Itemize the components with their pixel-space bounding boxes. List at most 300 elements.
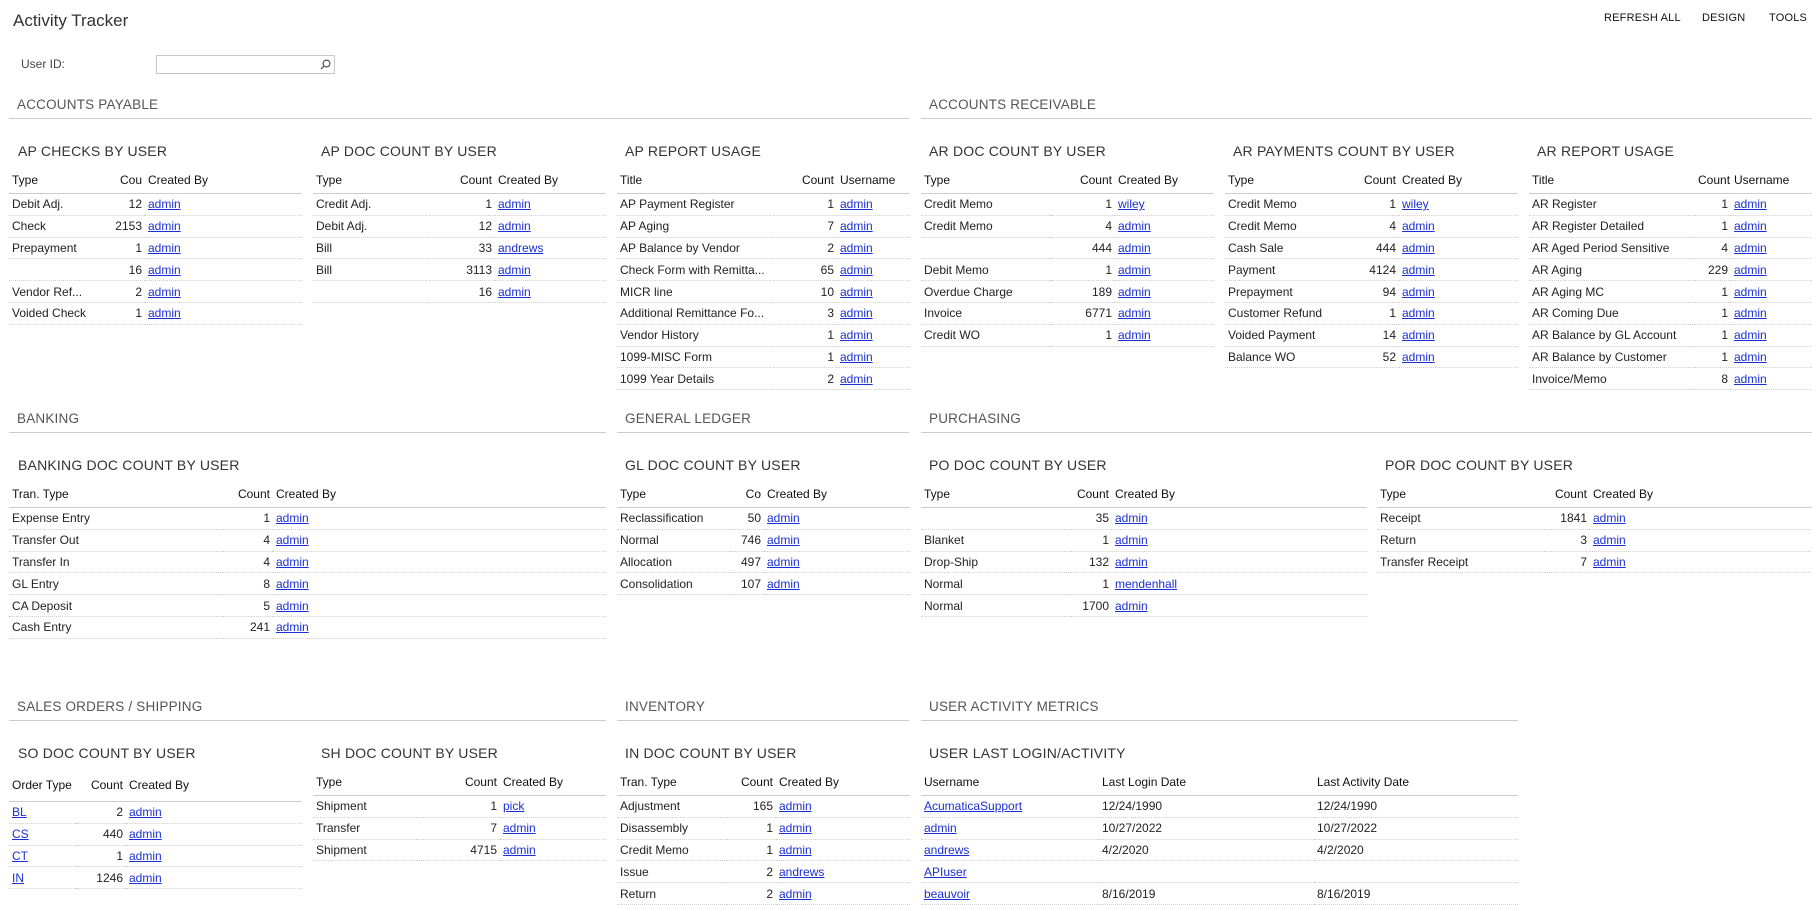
column-header[interactable]: Username	[1731, 167, 1812, 194]
username-cell	[921, 839, 1099, 861]
table-row[interactable]	[1225, 324, 1518, 346]
table-ar-report	[1529, 167, 1812, 390]
user-link[interactable]: admin	[1734, 219, 1767, 234]
user-link[interactable]: admin	[498, 197, 531, 212]
table-row[interactable]	[1529, 324, 1812, 346]
type-cell: Prepayment	[1225, 281, 1344, 303]
table-por-doc	[1377, 481, 1812, 573]
count-cell: 5	[223, 595, 273, 617]
column-header[interactable]: Count	[1051, 167, 1115, 194]
user-link[interactable]: admin	[840, 240, 873, 255]
table-row[interactable]	[1529, 346, 1812, 368]
last-activity-cell: 10/27/2022	[1314, 817, 1518, 839]
table-row[interactable]	[1529, 259, 1812, 281]
count-cell: 1	[1695, 194, 1731, 216]
section-banking: BANKING	[9, 411, 606, 433]
column-header[interactable]: Count	[417, 769, 500, 796]
count-cell: 2	[770, 237, 837, 259]
username-link[interactable]: APIuser	[924, 864, 967, 879]
user-link[interactable]: admin	[1734, 371, 1767, 386]
column-header[interactable]: Count	[1344, 167, 1399, 194]
user-link[interactable]: admin	[148, 219, 181, 234]
user-link[interactable]: admin	[1115, 511, 1148, 526]
table-header-row	[617, 769, 910, 796]
count-cell: 132	[1071, 551, 1112, 573]
user-link[interactable]: admin	[840, 371, 873, 386]
user-link[interactable]: admin	[767, 576, 800, 591]
table-row[interactable]	[921, 324, 1214, 346]
user-link[interactable]: admin	[1402, 219, 1435, 234]
type-cell: Transfer Receipt	[1377, 551, 1545, 573]
order-type-cell	[9, 845, 76, 867]
column-header[interactable]: Type	[1225, 167, 1344, 194]
table-row[interactable]	[617, 259, 910, 281]
user-link[interactable]: admin	[779, 799, 812, 814]
table-row[interactable]	[1225, 215, 1518, 237]
order-type-link[interactable]: BL	[12, 805, 27, 820]
user-link[interactable]: admin	[498, 219, 531, 234]
column-header[interactable]: Co	[731, 481, 764, 508]
user-link[interactable]: admin	[148, 240, 181, 255]
user-link[interactable]: admin	[503, 821, 536, 836]
table-row[interactable]	[9, 573, 606, 595]
user-link[interactable]: admin	[1734, 284, 1767, 299]
table-header-row	[921, 167, 1214, 194]
user-link[interactable]: admin	[1593, 511, 1626, 526]
table-row[interactable]	[1225, 259, 1518, 281]
refresh-all-button[interactable]: REFRESH ALL	[1604, 12, 1681, 24]
user-id-field	[156, 55, 335, 74]
table-row[interactable]	[1529, 215, 1812, 237]
type-cell: Credit Memo	[1225, 215, 1344, 237]
user-link[interactable]: admin	[1734, 240, 1767, 255]
table-row[interactable]	[921, 508, 1367, 530]
last-activity-cell: 8/16/2019	[1314, 883, 1518, 905]
user-link[interactable]: admin	[1115, 554, 1148, 569]
table-row[interactable]	[9, 595, 606, 617]
user-link[interactable]: admin	[767, 554, 800, 569]
count-cell: 7	[417, 817, 500, 839]
type-cell: Credit WO	[921, 324, 1051, 346]
table-row[interactable]	[921, 573, 1367, 595]
column-header[interactable]: Created By	[495, 167, 606, 194]
table-row[interactable]	[1225, 237, 1518, 259]
order-type-link[interactable]: IN	[12, 870, 24, 885]
table-row[interactable]	[617, 839, 910, 861]
table-row[interactable]	[617, 861, 910, 883]
table-row[interactable]	[921, 529, 1367, 551]
table-row[interactable]	[1225, 346, 1518, 368]
user-link[interactable]: admin	[276, 554, 309, 569]
user-link[interactable]: admin	[1593, 533, 1626, 548]
table-row[interactable]	[9, 845, 302, 867]
design-button[interactable]: DESIGN	[1702, 12, 1746, 24]
username-link[interactable]: admin	[924, 821, 957, 836]
table-row[interactable]	[617, 237, 910, 259]
type-cell: Prepayment	[9, 237, 104, 259]
type-cell	[9, 259, 104, 281]
column-header[interactable]: Type	[9, 167, 104, 194]
user-cell	[837, 194, 910, 216]
table-row[interactable]	[1529, 281, 1812, 303]
column-header[interactable]: Created By	[145, 167, 302, 194]
table-row[interactable]	[921, 194, 1214, 216]
user-cell	[145, 281, 302, 303]
user-link[interactable]: admin	[1402, 328, 1435, 343]
user-link[interactable]: admin	[148, 284, 181, 299]
user-link[interactable]: admin	[129, 870, 162, 885]
table-row[interactable]	[617, 796, 910, 818]
column-header[interactable]: Title	[1529, 167, 1695, 194]
user-cell	[837, 281, 910, 303]
column-header[interactable]: Cou	[104, 167, 145, 194]
user-link[interactable]: admin	[129, 805, 162, 820]
table-row[interactable]	[9, 194, 302, 216]
widget-title-gl-doc: GL DOC COUNT BY USER	[625, 457, 801, 473]
user-cell	[495, 215, 606, 237]
last-activity-cell	[1314, 861, 1518, 883]
user-link[interactable]: mendenhall	[1115, 576, 1178, 591]
table-row[interactable]	[9, 802, 302, 824]
count-cell: 497	[731, 551, 764, 573]
user-link[interactable]: admin	[840, 349, 873, 364]
column-header[interactable]: Created By	[273, 481, 606, 508]
table-row[interactable]	[617, 508, 910, 530]
section-purchasing: PURCHASING	[921, 411, 1812, 433]
table-row[interactable]	[617, 281, 910, 303]
table-row[interactable]	[9, 259, 302, 281]
username-link[interactable]: andrews	[924, 842, 970, 857]
type-cell: Consolidation	[617, 573, 731, 595]
user-link[interactable]: admin	[1118, 328, 1151, 343]
user-link[interactable]: admin	[498, 284, 531, 299]
table-row[interactable]	[921, 215, 1214, 237]
table-row[interactable]	[617, 368, 910, 390]
type-cell: Return	[1377, 529, 1545, 551]
table-row[interactable]	[1225, 194, 1518, 216]
table-row[interactable]	[617, 324, 910, 346]
count-cell: 1	[1695, 302, 1731, 324]
order-type-link[interactable]: CT	[12, 848, 28, 863]
column-header[interactable]: Count	[1545, 481, 1590, 508]
column-header[interactable]: Created By	[500, 769, 606, 796]
count-cell: 50	[731, 508, 764, 530]
user-cell	[837, 324, 910, 346]
table-row[interactable]	[617, 215, 910, 237]
column-header[interactable]: Created By	[1399, 167, 1518, 194]
user-link[interactable]: admin	[1402, 240, 1435, 255]
table-row[interactable]	[313, 796, 606, 818]
user-link[interactable]: admin	[840, 284, 873, 299]
table-row[interactable]	[313, 817, 606, 839]
table-row[interactable]	[9, 616, 606, 638]
table-row[interactable]	[921, 281, 1214, 303]
table-row[interactable]	[921, 259, 1214, 281]
section-general-ledger: GENERAL LEDGER	[617, 411, 909, 433]
table-row[interactable]	[617, 817, 910, 839]
table-row[interactable]	[921, 796, 1518, 818]
last-login-cell: 12/24/1990	[1099, 796, 1314, 818]
user-link[interactable]: admin	[1118, 240, 1151, 255]
table-row[interactable]	[1225, 302, 1518, 324]
table-row[interactable]	[1377, 508, 1812, 530]
column-header[interactable]: Title	[617, 167, 770, 194]
user-link[interactable]: andrews	[498, 240, 544, 255]
column-header[interactable]: Count	[1071, 481, 1112, 508]
type-cell: Return	[617, 883, 727, 905]
column-header[interactable]: Tran. Type	[617, 769, 727, 796]
table-header-row	[9, 167, 302, 194]
table-row[interactable]	[9, 508, 606, 530]
type-cell: Cash Sale	[1225, 237, 1344, 259]
type-cell: AR Balance by Customer	[1529, 346, 1695, 368]
column-header[interactable]: Count	[1695, 167, 1731, 194]
user-link[interactable]: admin	[1734, 197, 1767, 212]
table-row[interactable]	[921, 861, 1518, 883]
count-cell: 12	[104, 194, 145, 216]
user-link[interactable]: admin	[1118, 284, 1151, 299]
column-header[interactable]: Username	[837, 167, 910, 194]
tools-button[interactable]: TOOLS	[1769, 12, 1808, 24]
user-cell	[1115, 215, 1214, 237]
count-cell: 1	[1695, 324, 1731, 346]
column-header[interactable]: Count	[223, 481, 273, 508]
table-row[interactable]	[313, 839, 606, 861]
table-ap-doc	[313, 167, 606, 303]
user-link[interactable]: admin	[779, 842, 812, 857]
column-header[interactable]: Created By	[126, 769, 302, 802]
user-link[interactable]: admin	[148, 306, 181, 321]
table-row[interactable]	[1377, 529, 1812, 551]
username-cell	[921, 796, 1099, 818]
search-icon[interactable]	[320, 59, 331, 70]
user-link[interactable]: admin	[1118, 306, 1151, 321]
table-row[interactable]	[9, 237, 302, 259]
user-link[interactable]: admin	[767, 511, 800, 526]
type-cell: Normal	[617, 529, 731, 551]
user-cell	[764, 573, 910, 595]
table-row[interactable]	[9, 867, 302, 889]
column-header[interactable]: Count	[426, 167, 495, 194]
table-row[interactable]	[617, 573, 910, 595]
table-row[interactable]	[313, 237, 606, 259]
column-header[interactable]: Count	[770, 167, 837, 194]
type-cell: GL Entry	[9, 573, 223, 595]
user-cell	[126, 845, 302, 867]
user-link[interactable]: admin	[498, 262, 531, 277]
user-cell	[1399, 324, 1518, 346]
user-cell	[1590, 551, 1812, 573]
table-row[interactable]	[313, 215, 606, 237]
user-link[interactable]: admin	[129, 827, 162, 842]
user-link[interactable]: admin	[1402, 262, 1435, 277]
table-row[interactable]	[617, 302, 910, 324]
count-cell: 1	[1695, 281, 1731, 303]
column-header[interactable]: Type	[1377, 481, 1545, 508]
count-cell: 1	[770, 346, 837, 368]
table-row[interactable]	[313, 194, 606, 216]
count-cell: 107	[731, 573, 764, 595]
widget-title-ap-report: AP REPORT USAGE	[625, 143, 762, 159]
type-cell: Credit Memo	[1225, 194, 1344, 216]
user-link[interactable]: wiley	[1118, 197, 1145, 212]
user-cell	[126, 823, 302, 845]
table-row[interactable]	[9, 302, 302, 324]
table-row[interactable]	[9, 551, 606, 573]
user-link[interactable]: admin	[1115, 533, 1148, 548]
user-link[interactable]: admin	[276, 576, 309, 591]
table-row[interactable]	[1225, 281, 1518, 303]
table-row[interactable]	[1377, 551, 1812, 573]
user-link[interactable]: admin	[1115, 598, 1148, 613]
type-cell: AR Aged Period Sensitive	[1529, 237, 1695, 259]
user-link[interactable]: admin	[1593, 554, 1626, 569]
app-title: Activity Tracker	[13, 11, 129, 30]
order-type-link[interactable]: CS	[12, 827, 29, 842]
count-cell: 1	[1051, 259, 1115, 281]
table-row[interactable]	[9, 823, 302, 845]
user-link[interactable]: admin	[1734, 328, 1767, 343]
table-header-row	[921, 481, 1367, 508]
user-link[interactable]: admin	[276, 620, 309, 635]
user-link[interactable]: admin	[148, 262, 181, 277]
user-link[interactable]: admin	[1734, 262, 1767, 277]
column-header[interactable]: Created By	[764, 481, 910, 508]
user-link[interactable]: admin	[276, 511, 309, 526]
table-row[interactable]	[921, 883, 1518, 905]
count-cell: 1	[1344, 302, 1399, 324]
widget-title-sh-doc: SH DOC COUNT BY USER	[321, 745, 498, 761]
column-header[interactable]: Created By	[776, 769, 910, 796]
table-row[interactable]	[921, 551, 1367, 573]
user-id-label: User ID:	[21, 57, 66, 71]
table-row[interactable]	[617, 194, 910, 216]
table-row[interactable]	[617, 883, 910, 905]
user-link[interactable]: admin	[1734, 306, 1767, 321]
count-cell: 7	[1545, 551, 1590, 573]
widget-title-ap-checks: AP CHECKS BY USER	[18, 143, 168, 159]
user-cell	[1731, 368, 1812, 390]
table-row[interactable]	[921, 237, 1214, 259]
table-row[interactable]	[9, 281, 302, 303]
table-row[interactable]	[1529, 237, 1812, 259]
user-cell	[495, 259, 606, 281]
column-header[interactable]: Last Activity Date	[1314, 769, 1518, 796]
table-row[interactable]	[313, 281, 606, 303]
user-link[interactable]: pick	[503, 799, 525, 814]
user-cell	[1112, 595, 1367, 617]
user-cell	[837, 368, 910, 390]
table-row[interactable]	[617, 529, 910, 551]
user-link[interactable]: admin	[840, 262, 873, 277]
user-link[interactable]: admin	[840, 219, 873, 234]
table-row[interactable]	[1529, 194, 1812, 216]
count-cell: 4	[223, 529, 273, 551]
count-cell: 1	[1695, 346, 1731, 368]
table-row[interactable]	[617, 346, 910, 368]
user-link[interactable]: admin	[779, 821, 812, 836]
count-cell: 3	[770, 302, 837, 324]
user-link[interactable]: wiley	[1402, 197, 1429, 212]
user-link[interactable]: admin	[503, 842, 536, 857]
column-header[interactable]: Type	[313, 769, 417, 796]
column-header[interactable]: Username	[921, 769, 1099, 796]
user-link[interactable]: admin	[1118, 219, 1151, 234]
user-link[interactable]: admin	[1402, 284, 1435, 299]
count-cell: 6771	[1051, 302, 1115, 324]
table-row[interactable]	[921, 839, 1518, 861]
user-link[interactable]: admin	[840, 197, 873, 212]
count-cell: 1	[223, 508, 273, 530]
count-cell: 35	[1071, 508, 1112, 530]
column-header[interactable]: Type	[921, 481, 1071, 508]
column-header[interactable]: Created By	[1112, 481, 1367, 508]
count-cell: 165	[727, 796, 776, 818]
user-link[interactable]: admin	[276, 533, 309, 548]
table-row[interactable]	[1529, 302, 1812, 324]
user-link[interactable]: admin	[767, 533, 800, 548]
user-link[interactable]: admin	[276, 598, 309, 613]
column-header[interactable]: Type	[921, 167, 1051, 194]
column-header[interactable]: Last Login Date	[1099, 769, 1314, 796]
column-header[interactable]: Type	[313, 167, 426, 194]
count-cell: 4	[1344, 215, 1399, 237]
user-link[interactable]: admin	[1734, 349, 1767, 364]
column-header[interactable]: Count	[727, 769, 776, 796]
user-cell	[1115, 324, 1214, 346]
user-link[interactable]: admin	[840, 328, 873, 343]
widget-title-so-doc: SO DOC COUNT BY USER	[18, 745, 196, 761]
table-row[interactable]	[921, 595, 1367, 617]
user-link[interactable]: admin	[1118, 262, 1151, 277]
type-cell: Allocation	[617, 551, 731, 573]
user-link[interactable]: admin	[1402, 349, 1435, 364]
table-row[interactable]	[313, 259, 606, 281]
column-header[interactable]: Tran. Type	[9, 481, 223, 508]
table-row[interactable]	[921, 302, 1214, 324]
table-row[interactable]	[617, 551, 910, 573]
type-cell: Normal	[921, 573, 1071, 595]
count-cell: 1	[1695, 215, 1731, 237]
user-link[interactable]: admin	[779, 886, 812, 901]
type-cell	[921, 237, 1051, 259]
user-link[interactable]: admin	[148, 197, 181, 212]
table-row[interactable]	[9, 215, 302, 237]
user-link[interactable]: admin	[840, 306, 873, 321]
column-header[interactable]: Count	[76, 769, 126, 802]
user-link[interactable]: admin	[129, 848, 162, 863]
user-link[interactable]: andrews	[779, 864, 825, 879]
column-header[interactable]: Type	[617, 481, 731, 508]
type-cell: Check Form with Remitta...	[617, 259, 770, 281]
table-row[interactable]	[1529, 368, 1812, 390]
column-header[interactable]: Order Type	[9, 769, 76, 802]
username-link[interactable]: AcumaticaSupport	[924, 799, 1023, 814]
widget-title-ar-payments: AR PAYMENTS COUNT BY USER	[1233, 143, 1455, 159]
type-cell: AR Register Detailed	[1529, 215, 1695, 237]
type-cell: Debit Adj.	[313, 215, 426, 237]
username-link[interactable]: beauvoir	[924, 886, 971, 901]
user-link[interactable]: admin	[1402, 306, 1435, 321]
user-id-input[interactable]	[161, 58, 311, 73]
column-header[interactable]: Created By	[1115, 167, 1214, 194]
count-cell: 33	[426, 237, 495, 259]
table-row[interactable]	[9, 529, 606, 551]
count-cell: 2	[76, 802, 126, 824]
column-header[interactable]: Created By	[1590, 481, 1812, 508]
table-row[interactable]	[921, 817, 1518, 839]
username-cell	[921, 861, 1099, 883]
